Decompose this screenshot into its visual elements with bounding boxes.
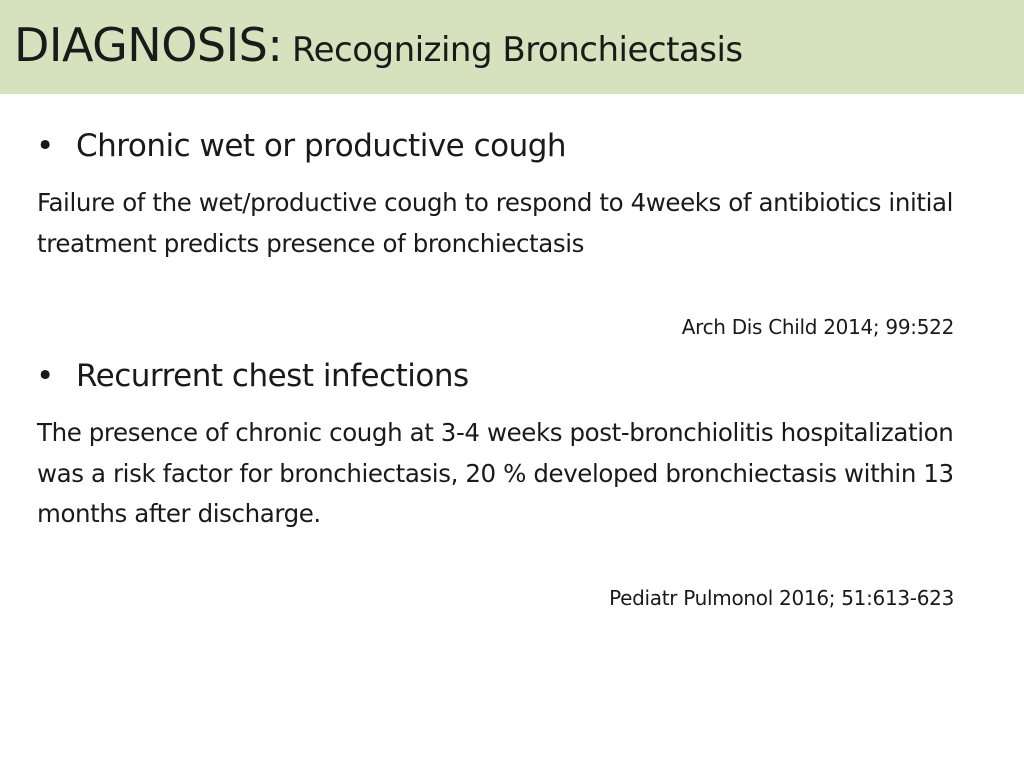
bullet-chronic-cough	[36, 128, 566, 164]
title-main: DIAGNOSIS:	[14, 18, 283, 72]
bullet-dot: •	[36, 128, 54, 164]
bullet-text: Chronic wet or productive cough	[76, 128, 567, 164]
title-subtitle: Recognizing Bronchiectasis	[292, 30, 743, 70]
title-band	[0, 0, 1024, 94]
citation-arch-dis-child: Arch Dis Child 2014; 99:522	[681, 315, 954, 339]
paragraph-recurrent-infections: The presence of chronic cough at 3-4 weeks post-bronchiolitis hospitalization was a risk factor for bronchiectasis, 20 % developed bronchiectasis within 13 months after discharge.	[37, 418, 954, 528]
bullet-dot: •	[36, 358, 54, 394]
citation-pediatr-pulmonol: Pediatr Pulmonol 2016; 51:613-623	[609, 586, 954, 610]
paragraph-chronic-cough: Failure of the wet/productive cough to respond to 4weeks of antibiotics initial treatment predicts presence of bronchiectasis	[37, 188, 953, 258]
slide-title	[14, 18, 743, 72]
bullet-recurrent-infections	[36, 358, 469, 394]
bullet-text: Recurrent chest infections	[76, 358, 469, 394]
